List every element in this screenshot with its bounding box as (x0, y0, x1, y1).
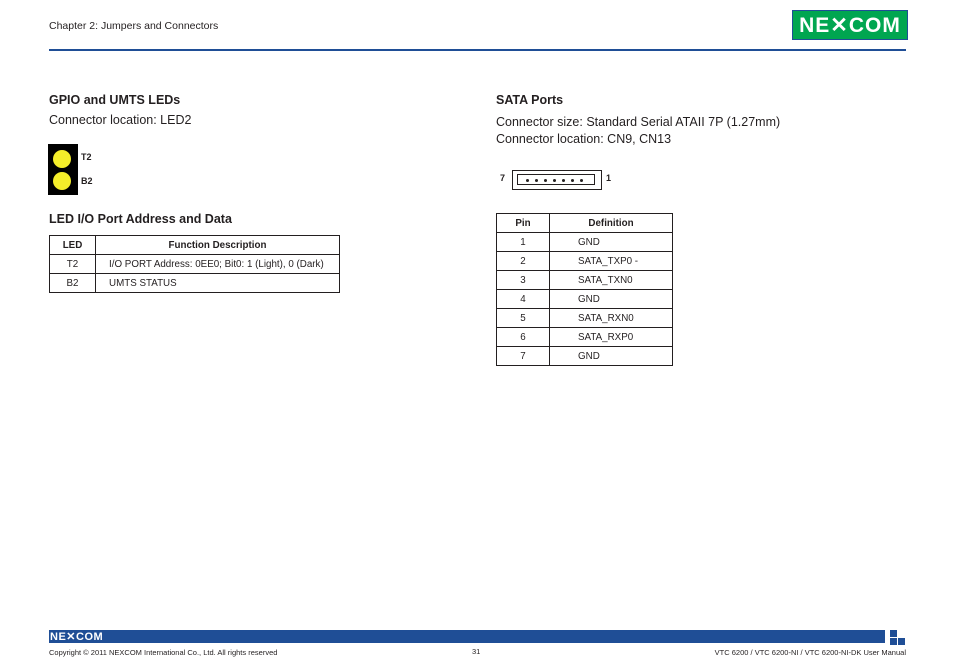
footer-copyright: Copyright © 2011 NEXCOM International Co., Ltd. All rights reserved (49, 648, 278, 657)
led-t2-icon (53, 150, 71, 168)
sata-location: Connector location: CN9, CN13 (496, 132, 672, 146)
table-row (497, 309, 673, 328)
col-header-pin: Pin (497, 214, 550, 233)
footer-square-icon (890, 630, 897, 637)
header-rule (49, 49, 906, 51)
col-header-definition: Definition (550, 214, 673, 233)
sata-pin-dot (535, 179, 538, 182)
sata-title: SATA Ports (496, 93, 564, 107)
gpio-location: Connector location: LED2 (49, 113, 192, 127)
led-b2-icon (53, 172, 71, 190)
table-cell: GND (550, 290, 673, 309)
table-cell: T2 (50, 255, 96, 274)
table-cell: 3 (497, 271, 550, 290)
table-cell: 1 (497, 233, 550, 252)
footer-logo: NE✕COM (50, 631, 104, 643)
col-header-function: Function Description (96, 236, 340, 255)
table-row (497, 290, 673, 309)
sata-connector-slot (517, 174, 595, 185)
table-cell: 4 (497, 290, 550, 309)
table-row (497, 328, 673, 347)
gpio-title: GPIO and UMTS LEDs (49, 93, 181, 107)
table-row (50, 274, 340, 293)
table-header-row (497, 214, 673, 233)
footer-manual-title: VTC 6200 / VTC 6200-NI / VTC 6200-NI-DK User Manual (714, 648, 906, 657)
table-cell: SATA_RXP0 (550, 328, 673, 347)
col-header-led: LED (50, 236, 96, 255)
table-cell: 6 (497, 328, 550, 347)
sata-pin-right-label: 1 (606, 173, 612, 183)
table-cell: B2 (50, 274, 96, 293)
table-cell: 7 (497, 347, 550, 366)
led-table (49, 235, 340, 293)
table-cell: SATA_RXN0 (550, 309, 673, 328)
led-table-title: LED I/O Port Address and Data (49, 212, 232, 226)
nexcom-logo (792, 10, 908, 40)
sata-connector (512, 170, 602, 190)
led-label-b2: B2 (81, 176, 93, 186)
table-cell: 2 (497, 252, 550, 271)
footer-square-icon (898, 638, 905, 645)
table-cell: GND (550, 347, 673, 366)
led-connector (48, 144, 78, 195)
sata-pin-dot (526, 179, 529, 182)
table-cell: I/O PORT Address: 0EE0; Bit0: 1 (Light), 0 (Dark) (96, 255, 340, 274)
table-cell: SATA_TXN0 (550, 271, 673, 290)
table-row (497, 252, 673, 271)
chapter-title: Chapter 2: Jumpers and Connectors (49, 20, 219, 32)
sata-pin-dot (553, 179, 556, 182)
table-row (497, 233, 673, 252)
sata-pin-dot (544, 179, 547, 182)
page-number: 31 (472, 647, 481, 656)
footer-square-icon (890, 638, 897, 645)
table-cell: 5 (497, 309, 550, 328)
logo-text: NE✕COM (799, 13, 901, 37)
sata-pin-dot (562, 179, 565, 182)
sata-pin-left-label: 7 (500, 173, 506, 183)
table-cell: SATA_TXP0 - (550, 252, 673, 271)
table-row (497, 271, 673, 290)
sata-pin-dot (580, 179, 583, 182)
table-row (50, 255, 340, 274)
sata-pin-table (496, 213, 673, 366)
led-label-t2: T2 (81, 152, 92, 162)
table-cell: UMTS STATUS (96, 274, 340, 293)
footer-bar (49, 630, 885, 643)
sata-pin-dot (571, 179, 574, 182)
sata-size: Connector size: Standard Serial ATAII 7P (1.27mm) (496, 115, 781, 129)
table-header-row (50, 236, 340, 255)
table-row (497, 347, 673, 366)
table-cell: GND (550, 233, 673, 252)
